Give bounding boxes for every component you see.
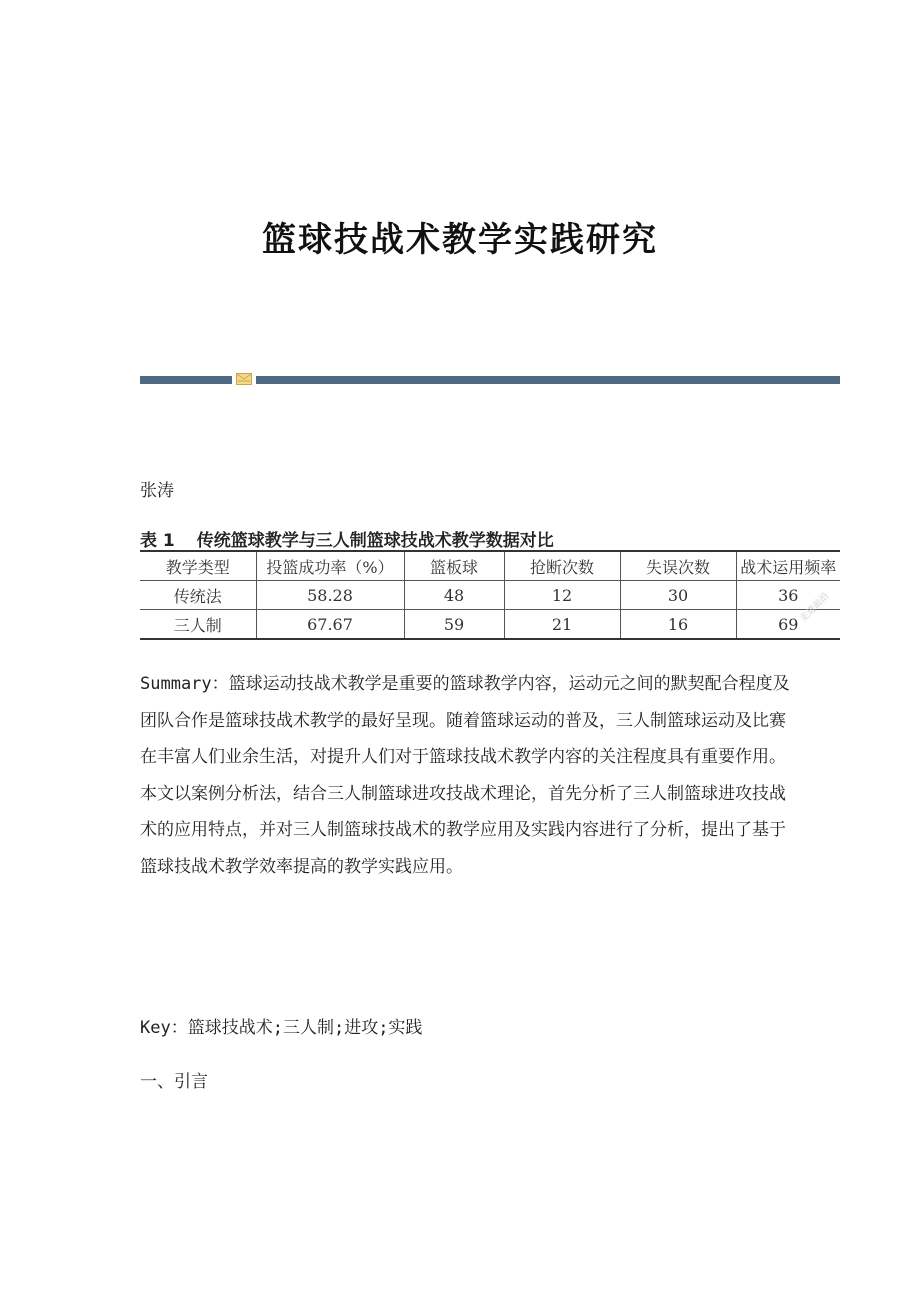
table-cell: 12 bbox=[504, 581, 620, 610]
title-divider-left bbox=[140, 376, 232, 384]
table-cell: 48 bbox=[404, 581, 504, 610]
table-header-cell: 战术运用频率 bbox=[736, 551, 840, 581]
table-row bbox=[140, 610, 840, 640]
table-row bbox=[140, 581, 840, 610]
keywords-label: Key： bbox=[140, 1018, 188, 1038]
table-header-cell: 篮板球 bbox=[404, 551, 504, 581]
section-heading: 一、引言 bbox=[140, 1072, 208, 1092]
table-cell: 67.67 bbox=[256, 610, 404, 640]
title-divider-right bbox=[256, 376, 840, 384]
table-cell: 16 bbox=[620, 610, 736, 640]
page-title: 篮球技战术教学实践研究 bbox=[262, 220, 658, 260]
table-header-cell: 投篮成功率（%） bbox=[256, 551, 404, 581]
summary-text: 篮球运动技战术教学是重要的篮球教学内容，运动元之间的默契配合程度及团队合作是篮球技战术教学的最好呈现。随着篮球运动的普及，三人制篮球运动及比赛在丰富人们业余生活，对提升人们对于篮球技战术教学内容的关注程度具有重要作用。本文以案例分析法，结合三人制篮球进攻技战术理论，首先分析了三人制篮球进攻技战术的应用特点，并对三人制篮球技战术的教学应用及实践内容进行了分析，提出了基于篮球技战术教学效率提高的教学实践应用。 bbox=[140, 674, 790, 877]
table-header-cell: 抢断次数 bbox=[504, 551, 620, 581]
table-cell: 30 bbox=[620, 581, 736, 610]
author-name: 张涛 bbox=[140, 481, 174, 501]
keywords-text: 篮球技战术;三人制;进攻;实践 bbox=[187, 1018, 423, 1038]
table-header-cell: 失误次数 bbox=[620, 551, 736, 581]
comparison-table bbox=[140, 550, 840, 640]
table-cell: 36 bbox=[736, 581, 840, 610]
keywords-line bbox=[140, 1010, 790, 1047]
table-cell: 传统法 bbox=[173, 586, 222, 606]
table-cell: 69 bbox=[736, 610, 840, 640]
envelope-icon bbox=[236, 373, 252, 385]
table-caption-text: 传统篮球教学与三人制篮球技战术教学数据对比 bbox=[196, 531, 554, 551]
summary-label: Summary： bbox=[140, 674, 229, 694]
table-watermark: 走进前沿 bbox=[798, 591, 832, 624]
table-header-cell: 教学类型 bbox=[165, 557, 230, 577]
table-caption-number: 表 1 bbox=[140, 531, 175, 551]
table-cell: 三人制 bbox=[173, 615, 222, 635]
table-cell: 58.28 bbox=[256, 581, 404, 610]
table-cell: 59 bbox=[404, 610, 504, 640]
table-header-row bbox=[140, 551, 840, 581]
table-cell: 21 bbox=[504, 610, 620, 640]
table-caption bbox=[140, 526, 554, 551]
summary-paragraph bbox=[140, 666, 790, 885]
